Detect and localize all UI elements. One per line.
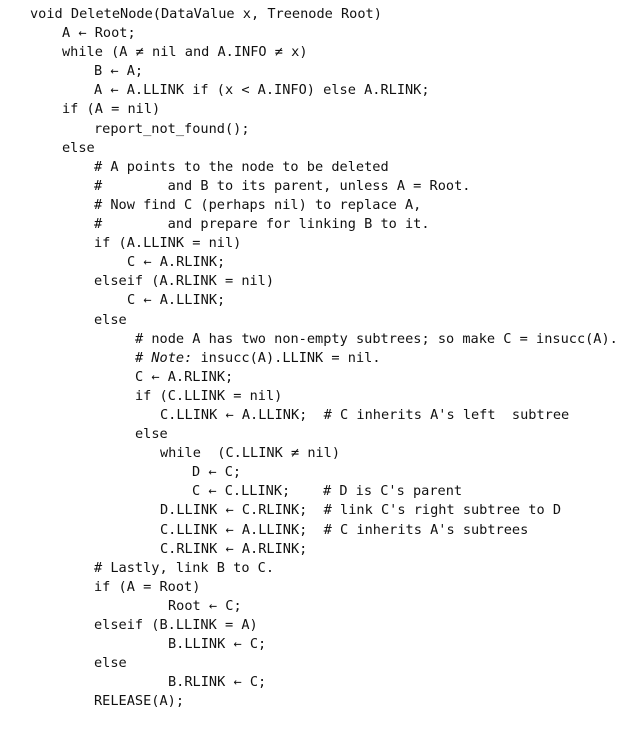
- code-line: [30, 406, 618, 425]
- code-text: C ← C.LLINK; # D is C's parent: [192, 483, 463, 500]
- code-line: [30, 253, 618, 272]
- code-line: [30, 349, 618, 368]
- code-text: #: [135, 349, 152, 366]
- code-text: else: [94, 655, 127, 672]
- code-line: [30, 100, 618, 119]
- code-text: # Now find C (perhaps nil) to replace A,: [94, 196, 422, 213]
- code-text: report_not_found();: [94, 120, 250, 137]
- code-text: elseif (A.RLINK = nil): [94, 273, 275, 290]
- code-line: [30, 120, 618, 139]
- code-text: else: [94, 311, 127, 328]
- code-text: C ← A.RLINK;: [127, 254, 226, 271]
- pseudocode-listing: [30, 5, 618, 711]
- code-line: [30, 24, 618, 43]
- code-text-rest: insucc(A).LLINK = nil.: [192, 349, 381, 366]
- code-line: [30, 482, 618, 501]
- code-line: [30, 139, 618, 158]
- code-text: else: [135, 426, 168, 443]
- code-text: C ← A.RLINK;: [135, 368, 234, 385]
- code-text: C.RLINK ← A.RLINK;: [160, 540, 308, 557]
- code-text: # and prepare for linking B to it.: [94, 216, 430, 233]
- code-text: B.LLINK ← C;: [168, 636, 267, 653]
- code-text: A ← Root;: [62, 25, 136, 42]
- code-text: A ← A.LLINK if (x < A.INFO) else A.RLINK;: [94, 82, 430, 99]
- code-line: [30, 5, 618, 24]
- code-line: [30, 368, 618, 387]
- code-line: [30, 196, 618, 215]
- code-line: [30, 62, 618, 81]
- code-line: [30, 81, 618, 100]
- code-line: [30, 215, 618, 234]
- code-text: else: [62, 139, 95, 156]
- code-text: # A points to the node to be deleted: [94, 158, 389, 175]
- code-text: C ← A.LLINK;: [127, 292, 226, 309]
- code-text: # node A has two non-empty subtrees; so make C = insucc(A).: [135, 330, 618, 347]
- code-line: [30, 272, 618, 291]
- code-line: [30, 387, 618, 406]
- code-text: # Lastly, link B to C.: [94, 559, 275, 576]
- code-line: [30, 540, 618, 559]
- code-line: [30, 597, 618, 616]
- code-text: if (A.LLINK = nil): [94, 235, 242, 252]
- code-text: D ← C;: [192, 464, 242, 481]
- code-text: C.LLINK ← A.LLINK; # C inherits A's left subtree: [160, 406, 570, 423]
- code-text: void DeleteNode(DataValue x, Treenode Root): [30, 6, 382, 22]
- code-text: C.LLINK ← A.LLINK; # C inherits A's subtrees: [160, 521, 529, 538]
- code-line: [30, 158, 618, 177]
- code-text: if (A = nil): [62, 101, 161, 118]
- code-text: Root ← C;: [168, 597, 242, 614]
- code-line: [30, 616, 618, 635]
- code-line: [30, 521, 618, 540]
- code-line: [30, 578, 618, 597]
- code-line: [30, 635, 618, 654]
- code-italic-text: Note:: [151, 349, 193, 366]
- code-line: [30, 673, 618, 692]
- code-line: [30, 559, 618, 578]
- code-line: [30, 501, 618, 520]
- code-line: [30, 425, 618, 444]
- code-line: [30, 291, 618, 310]
- code-text: D.LLINK ← C.RLINK; # link C's right subtree to D: [160, 502, 562, 519]
- code-text: B ← A;: [94, 63, 144, 80]
- code-text: while (A ≠ nil and A.INFO ≠ x): [62, 44, 308, 61]
- code-line: [30, 234, 618, 253]
- code-text: RELEASE(A);: [94, 693, 185, 710]
- code-text: # and B to its parent, unless A = Root.: [94, 177, 471, 194]
- code-line: [30, 311, 618, 330]
- code-text: while (C.LLINK ≠ nil): [160, 445, 341, 462]
- code-line: [30, 177, 618, 196]
- code-text: B.RLINK ← C;: [168, 674, 267, 691]
- code-text: elseif (B.LLINK = A): [94, 617, 258, 633]
- code-line: [30, 330, 618, 349]
- code-text: if (A = Root): [94, 578, 201, 595]
- code-text: if (C.LLINK = nil): [135, 387, 283, 404]
- code-line: [30, 444, 618, 463]
- code-line: [30, 692, 618, 711]
- code-line: [30, 43, 618, 62]
- code-line: [30, 654, 618, 673]
- code-line: [30, 463, 618, 482]
